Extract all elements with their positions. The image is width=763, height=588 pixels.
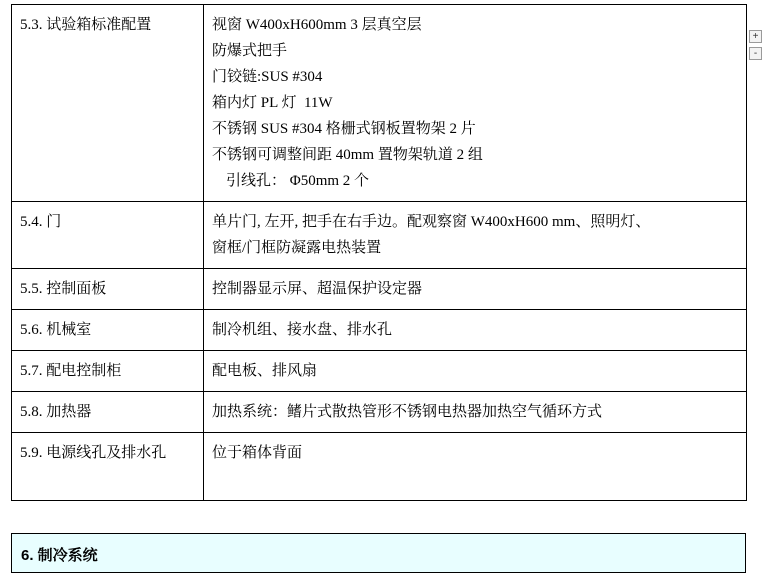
- row-label-cell: [12, 5, 204, 202]
- row-label-text: 5.8. 加热器: [20, 404, 92, 420]
- value-line: 窗框/门框防凝露电热装置: [212, 240, 382, 256]
- value-line: 制冷机组、接水盘、排水孔: [212, 322, 393, 338]
- row-value-cell: [204, 351, 747, 392]
- row-label-cell: [12, 202, 204, 269]
- right-rail: [747, 0, 763, 588]
- table-row: [12, 202, 747, 269]
- value-line: 加热系统：鳍片式散热管形不锈钢电热器加热空气循环方式: [212, 404, 603, 420]
- value-line: 不锈钢 SUS #304 格栅式钢板置物架 2 片: [212, 121, 476, 137]
- table-body: [12, 5, 747, 501]
- table-row: [12, 269, 747, 310]
- row-value-cell: [204, 310, 747, 351]
- value-line: 不锈钢可调整间距 40mm 置物架轨道 2 组: [212, 147, 483, 163]
- row-value-cell: [204, 392, 747, 433]
- table-row: [12, 310, 747, 351]
- value-line: 控制器显示屏、超温保护设定器: [212, 281, 423, 297]
- section-heading-band: [11, 533, 746, 573]
- value-line: 位于箱体背面: [212, 445, 303, 461]
- row-value-cell: [204, 5, 747, 202]
- table-row: [12, 433, 747, 501]
- row-label-text: 5.7. 配电控制柜: [20, 363, 122, 379]
- zoom-out-button[interactable]: -: [749, 47, 762, 60]
- specification-table: [11, 4, 747, 501]
- value-line: 视窗 W400xH600mm 3 层真空层: [212, 17, 422, 33]
- row-value-cell: [204, 269, 747, 310]
- value-line: 单片门, 左开, 把手在右手边。配观察窗 W400xH600 mm、照明灯、: [212, 214, 651, 230]
- row-value-cell: [204, 433, 747, 501]
- row-label-cell: [12, 310, 204, 351]
- value-line: 防爆式把手: [212, 43, 288, 59]
- row-label-cell: [12, 433, 204, 501]
- row-label-text: 5.4. 门: [20, 214, 62, 230]
- row-label-cell: [12, 269, 204, 310]
- row-label-cell: [12, 351, 204, 392]
- value-line: 引线孔： Φ50mm 2 个: [226, 173, 370, 189]
- table-row: [12, 392, 747, 433]
- row-value-cell: [204, 202, 747, 269]
- table-row: [12, 5, 747, 202]
- row-label-cell: [12, 392, 204, 433]
- zoom-in-button[interactable]: +: [749, 30, 762, 43]
- row-label-text: 5.5. 控制面板: [20, 281, 107, 297]
- table-row: [12, 351, 747, 392]
- row-label-text: 5.9. 电源线孔及排水孔: [20, 445, 167, 461]
- value-line: 箱内灯 PL 灯 11W: [212, 95, 333, 111]
- section-heading-text: 6. 制冷系统: [21, 547, 98, 564]
- row-label-text: 5.3. 试验箱标准配置: [20, 17, 152, 33]
- row-label-text: 5.6. 机械室: [20, 322, 92, 338]
- value-line: 配电板、排风扇: [212, 363, 318, 379]
- value-line: 门铰链:SUS #304: [212, 69, 323, 85]
